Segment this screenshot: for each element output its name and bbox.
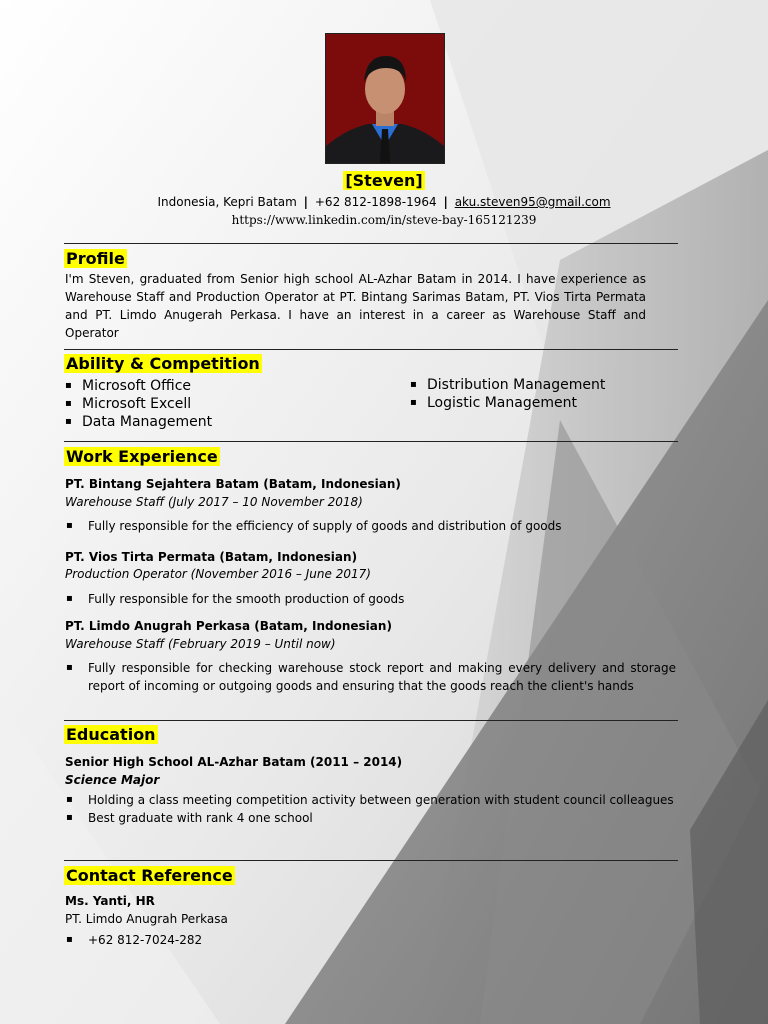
job-role: Warehouse Staff (July 2017 – 10 November 2018) xyxy=(65,495,363,509)
phone-number: +62 812-1898-1964 xyxy=(314,195,437,209)
list-item: ▪ Holding a class meeting competition activity between generation with student council colleagues xyxy=(65,791,676,809)
school-major: Science Major xyxy=(65,773,160,787)
job-company: PT. Bintang Sejahtera Batam (Batam, Indonesian) xyxy=(65,477,401,491)
education-heading: Education xyxy=(66,725,156,744)
divider xyxy=(64,243,678,244)
list-item: ▪ Fully responsible for the smooth production of goods xyxy=(65,590,676,608)
job-company: PT. Limdo Anugrah Perkasa (Batam, Indonesian) xyxy=(65,619,392,633)
reference-contact xyxy=(65,931,676,949)
reference-company: PT. Limdo Anugrah Perkasa xyxy=(65,912,228,926)
list-item: ▪ Data Management xyxy=(65,413,212,431)
list-item: ▪ Microsoft Office xyxy=(65,377,212,395)
list-item: ▪ Fully responsible for the efficiency of supply of goods and distribution of goods xyxy=(65,517,676,535)
divider xyxy=(64,720,678,721)
job-company: PT. Vios Tirta Permata (Batam, Indonesian) xyxy=(65,550,358,564)
email-link[interactable]: aku.steven95@gmail.com xyxy=(454,195,611,209)
list-item: ▪ Microsoft Excell xyxy=(65,395,212,413)
profile-photo xyxy=(325,33,445,164)
list-item: ▪ Logistic Management xyxy=(410,394,605,412)
location: Indonesia, Kepri Batam xyxy=(157,195,297,209)
education-achievements xyxy=(65,791,676,827)
divider xyxy=(64,860,678,861)
job-duties xyxy=(65,590,676,608)
job-duties xyxy=(65,659,676,695)
contact-line xyxy=(0,195,768,209)
job-role: Warehouse Staff (February 2019 – Until now) xyxy=(65,637,336,651)
reference-heading: Contact Reference xyxy=(66,866,233,885)
list-item: ▪ Fully responsible for checking warehouse stock report and making every delivery and storage report of incoming or outgoing goods and ensuring that the goods reach the client's hands xyxy=(65,659,676,695)
linkedin-url[interactable]: https://www.linkedin.com/in/steve-bay-165121239 xyxy=(231,213,537,227)
job-duties xyxy=(65,517,676,535)
skills-list-left xyxy=(65,377,212,431)
divider xyxy=(64,349,678,350)
candidate-name: [Steven] xyxy=(345,171,423,190)
profile-text: I'm Steven, graduated from Senior high school AL-Azhar Batam in 2014. I have experience as Warehouse Staff and Production Operator at PT. Bintang Sarimas Batam, PT. Vios Tirta Permata and PT. Limdo Anugerah Perkasa. I have an interest in a career as Warehouse Staff and Operator xyxy=(65,272,646,340)
list-item: ▪ Best graduate with rank 4 one school xyxy=(65,809,676,827)
separator: | xyxy=(443,195,448,209)
work-heading: Work Experience xyxy=(66,447,218,466)
separator: | xyxy=(303,195,309,209)
portrait-image xyxy=(326,34,444,163)
list-item: ▪ Distribution Management xyxy=(410,376,605,394)
skills-list-right xyxy=(410,376,605,412)
divider xyxy=(64,441,678,442)
job-role: Production Operator (November 2016 – June 2017) xyxy=(65,567,371,581)
reference-phone: ▪ +62 812-7024-282 xyxy=(65,931,676,949)
school-name: Senior High School AL-Azhar Batam (2011 – 2014) xyxy=(65,755,403,769)
profile-heading: Profile xyxy=(66,249,125,268)
ability-heading: Ability & Competition xyxy=(66,354,260,373)
reference-name: Ms. Yanti, HR xyxy=(65,894,155,908)
